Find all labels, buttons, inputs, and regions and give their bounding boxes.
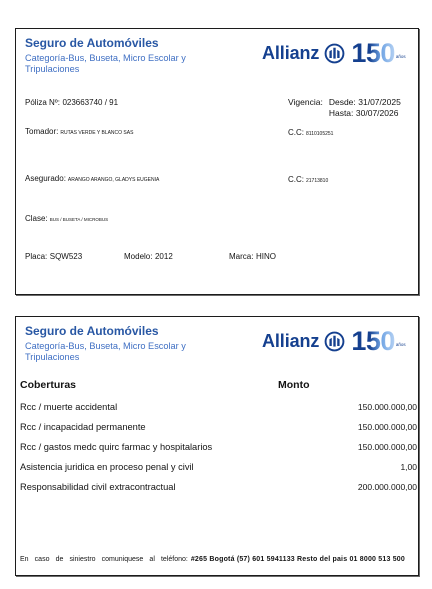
coverage-amount: 150.000.000,00 <box>357 422 417 432</box>
policy-number-label: Póliza Nº: <box>25 98 60 107</box>
vehicle-make-value: HINO <box>255 252 276 261</box>
vehicle-make-label: Marca: <box>229 252 254 261</box>
vehicle-model <box>124 252 173 262</box>
policyholder-id-row <box>288 128 333 139</box>
coverage-row <box>20 457 417 477</box>
anniversary-number: 150 <box>351 326 395 356</box>
footer-text: En caso de siniestro comuniquese al teléfono: <box>20 556 188 563</box>
insured-name: ARANGO ARANGO, GLADYS EUGENIA <box>67 177 160 183</box>
document-subtitle: Categoría-Bus, Buseta, Micro Escolar y Tripulaciones <box>25 53 186 74</box>
coverage-name: Rcc / incapacidad permanente <box>20 422 146 432</box>
validity-label: Vigencia: <box>288 97 323 107</box>
coverage-column-header: Coberturas <box>20 379 77 391</box>
validity-from-date: 31/07/2025 <box>358 97 401 107</box>
coverage-name: Responsabilidad civil extracontractual <box>20 482 176 492</box>
policyholder-name: RUTAS VERDE Y BLANCO SAS <box>60 130 134 136</box>
vehicle-model-value: 2012 <box>154 252 173 261</box>
vehicle-plate-label: Placa: <box>25 252 48 261</box>
coverage-list <box>20 397 417 497</box>
footer-phones: #265 Bogotá (57) 601 5941133 Resto del pais 01 8000 513 500 <box>190 556 405 563</box>
validity-to-label: Hasta: <box>328 108 354 118</box>
validity-dates <box>329 97 401 119</box>
validity-period <box>288 97 401 119</box>
logo-wordmark: Allianz <box>262 331 320 351</box>
coverage-name: Asistencia juridica en proceso penal y civil <box>20 462 194 472</box>
insured-id-row <box>288 175 328 186</box>
icon-pillar-right <box>338 49 340 57</box>
amount-column-header: Monto <box>278 379 310 391</box>
coverage-row <box>20 437 417 457</box>
policy-number-row <box>25 98 118 108</box>
vehicle-plate <box>25 252 82 262</box>
document-subtitle: Categoría-Bus, Buseta, Micro Escolar y Tripulaciones <box>25 341 186 362</box>
anniversary-label: años <box>395 341 406 347</box>
policyholder-id-label: C.C: <box>288 128 304 137</box>
vehicle-plate-value: SQW523 <box>49 252 83 261</box>
icon-pillar-left <box>330 49 332 57</box>
policyholder-label: Tomador: <box>25 127 59 136</box>
coverage-amount: 200.000.000,00 <box>357 482 417 492</box>
insured-id-label: C.C: <box>288 175 304 184</box>
icon-pillar-left <box>330 337 332 345</box>
policyholder-id: 8110105251 <box>306 131 334 137</box>
validity-from <box>329 97 401 108</box>
logo-wordmark: Allianz <box>262 43 320 63</box>
icon-pillar-center <box>334 335 336 346</box>
anniversary-label: años <box>395 53 406 59</box>
vehicle-make <box>229 252 276 262</box>
coverage-card <box>15 316 419 576</box>
allianz-eagle-icon <box>324 43 345 64</box>
coverage-amount: 150.000.000,00 <box>357 442 417 452</box>
anniversary-number: 150 <box>351 38 395 68</box>
allianz-eagle-icon <box>324 331 345 352</box>
policyholder-row <box>25 127 133 138</box>
insured-row <box>25 174 159 185</box>
allianz-logo <box>262 326 406 356</box>
coverage-name: Rcc / gastos medc quirc farmac y hospitalarios <box>20 442 213 452</box>
coverage-row <box>20 417 417 437</box>
vehicle-class-row <box>25 214 108 225</box>
emergency-contact-footer <box>20 555 405 565</box>
vehicle-class-label: Clase: <box>25 214 48 223</box>
coverage-amount: 1,00 <box>400 462 417 472</box>
vehicle-class-value: BUS / BUSETA / MICROBUS <box>49 217 109 222</box>
insured-label: Asegurado: <box>25 174 66 183</box>
icon-pillar-center <box>334 47 336 58</box>
coverage-row <box>20 477 417 497</box>
icon-pillar-right <box>338 337 340 345</box>
validity-to-date: 30/07/2026 <box>355 108 399 118</box>
coverage-row <box>20 397 417 417</box>
vehicle-model-label: Modelo: <box>124 252 153 261</box>
insured-id: 21713810 <box>306 178 329 184</box>
allianz-logo <box>262 38 406 68</box>
document-title: Seguro de Automóviles <box>25 36 159 50</box>
policy-card <box>15 28 419 295</box>
document-title: Seguro de Automóviles <box>25 324 159 338</box>
coverage-name: Rcc / muerte accidental <box>20 402 118 412</box>
policy-number-value: 023663740 / 91 <box>62 98 119 107</box>
validity-from-label: Desde: <box>328 97 356 107</box>
validity-to <box>329 108 401 119</box>
coverage-amount: 150.000.000,00 <box>357 402 417 412</box>
